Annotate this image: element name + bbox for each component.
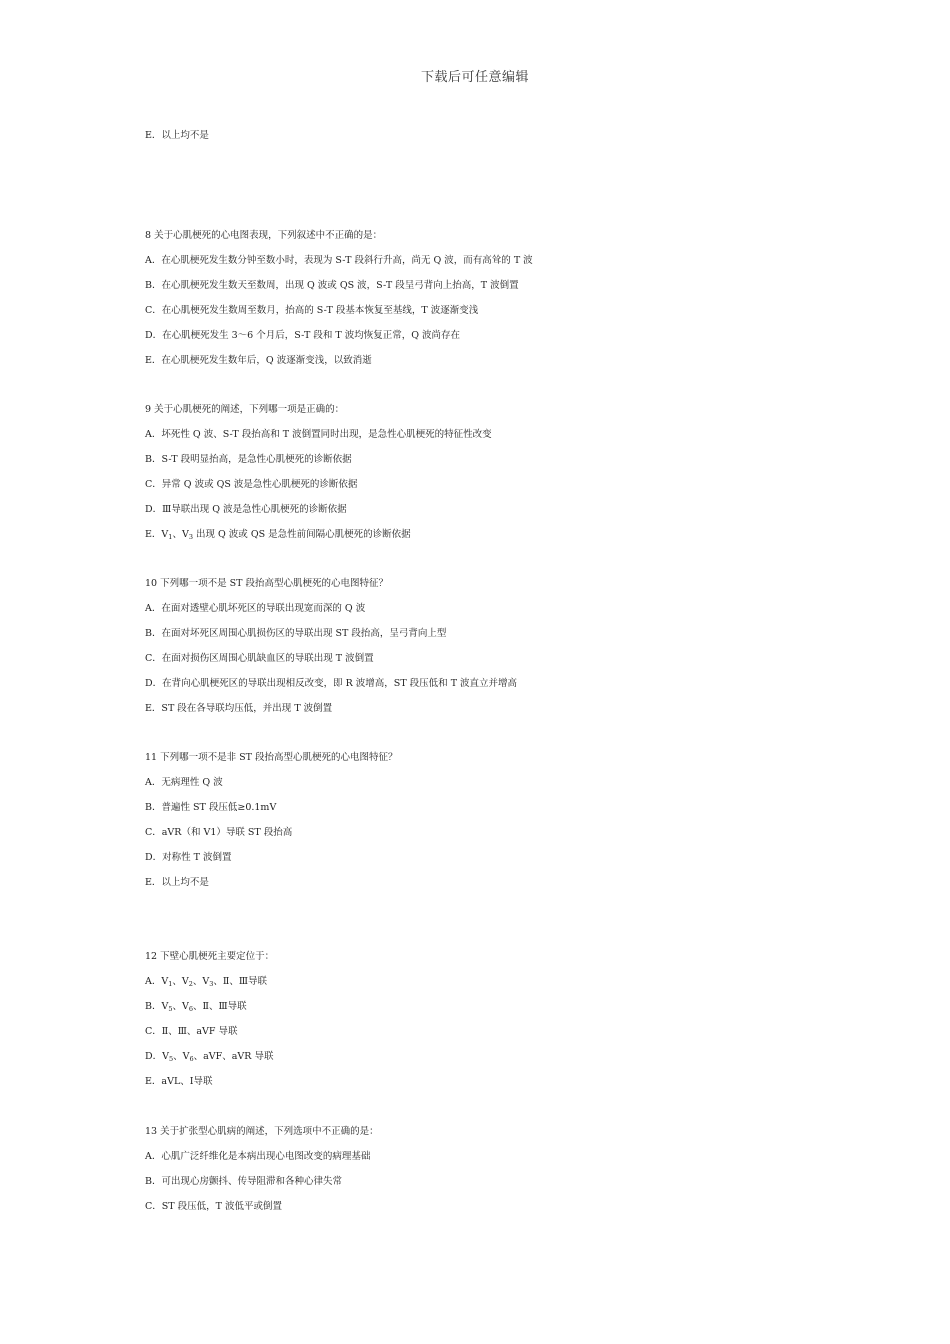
question-8-option-d: D．在心肌梗死发生 3～6 个月后，S-T 段和 T 波均恢复正常，Q 波尚存在 bbox=[145, 330, 461, 341]
question-10-option-e: E．ST 段在各导联均压低，并出现 T 波倒置 bbox=[145, 703, 333, 714]
question-12-option-e: E．aVL、Ⅰ导联 bbox=[145, 1076, 213, 1087]
question-12-title: 12 下壁心肌梗死主要定位于： bbox=[145, 951, 275, 962]
question-8-option-a: A．在心肌梗死发生数分钟至数小时，表现为 S-T 段斜行升高，尚无 Q 波，而有高耸的 T 波 bbox=[145, 255, 533, 266]
question-12-option-d: D．$V_5$、$V_6$、aVF、aVR 导联 bbox=[145, 1051, 274, 1063]
question-13-option-a: A．心肌广泛纤维化是本病出现心电图改变的病理基础 bbox=[145, 1151, 371, 1162]
question-10-option-d: D．在背向心肌梗死区的导联出现相反改变，即 R 波增高，ST 段压低和 T 波直立并增高 bbox=[145, 678, 518, 689]
option-e-top: E．以上均不是 bbox=[145, 130, 209, 141]
question-8-option-b: B．在心肌梗死发生数天至数周，出现 Q 波或 QS 波，S-T 段呈弓背向上抬高，T 波倒置 bbox=[145, 280, 519, 291]
question-10-option-b: B．在面对坏死区周围心肌损伤区的导联出现 ST 段抬高，呈弓背向上型 bbox=[145, 628, 447, 639]
question-11-option-e: E．以上均不是 bbox=[145, 877, 209, 888]
question-9-option-e: E．$V_1$、$V_3$ 出现 Q 波或 QS 是急性前间隔心肌梗死的诊断依据 bbox=[145, 529, 411, 541]
question-12-option-b: B．$V_5$、$V_6$、Ⅱ、Ⅲ导联 bbox=[145, 1001, 247, 1013]
question-13-title: 13 关于扩张型心肌病的阐述，下列选项中不正确的是： bbox=[145, 1126, 379, 1137]
question-10-title: 10 下列哪一项不是 ST 段抬高型心肌梗死的心电图特征？ bbox=[145, 578, 388, 589]
question-9-option-a: A．坏死性 Q 波、S-T 段抬高和 T 波倒置同时出现，是急性心肌梗死的特征性改变 bbox=[145, 429, 492, 440]
question-10-option-c: C．在面对损伤区周围心肌缺血区的导联出现 T 波倒置 bbox=[145, 653, 374, 664]
question-11-option-b: B．普遍性 ST 段压低≥0.1mV bbox=[145, 802, 277, 813]
question-11-option-a: A．无病理性 Q 波 bbox=[145, 777, 223, 788]
page-header: 下载后可任意编辑 bbox=[420, 70, 529, 85]
question-12-option-c: C．Ⅱ、Ⅲ、aVF 导联 bbox=[145, 1026, 238, 1037]
question-9-option-d: D．Ⅲ导联出现 Q 波是急性心肌梗死的诊断依据 bbox=[145, 504, 347, 515]
question-11-title: 11 下列哪一项不是非 ST 段抬高型心肌梗死的心电图特征？ bbox=[145, 752, 398, 763]
question-10-option-a: A．在面对透壁心肌坏死区的导联出现宽而深的 Q 波 bbox=[145, 603, 366, 614]
question-11-option-d: D．对称性 T 波倒置 bbox=[145, 852, 232, 863]
question-9-title: 9 关于心肌梗死的阐述，下列哪一项是正确的： bbox=[145, 404, 345, 415]
question-13-option-b: B．可出现心房颤抖、传导阻滞和各种心律失常 bbox=[145, 1176, 342, 1187]
question-8-option-c: C．在心肌梗死发生数周至数月，抬高的 S-T 段基本恢复至基线，T 波逐渐变浅 bbox=[145, 305, 479, 316]
question-12-option-a: A．$V_1$、$V_2$、$V_3$、Ⅱ、Ⅲ导联 bbox=[145, 976, 268, 988]
question-9-option-b: B．S-T 段明显抬高，是急性心肌梗死的诊断依据 bbox=[145, 454, 352, 465]
question-13-option-c: C．ST 段压低，T 波低平或倒置 bbox=[145, 1201, 282, 1212]
question-11-option-c: C．aVR（和 V1）导联 ST 段抬高 bbox=[145, 827, 293, 838]
question-8-title: 8 关于心肌梗死的心电图表现，下列叙述中不正确的是： bbox=[145, 230, 383, 241]
question-8-option-e: E．在心肌梗死发生数年后，Q 波逐渐变浅，以致消逝 bbox=[145, 355, 372, 366]
question-9-option-c: C．异常 Q 波或 QS 波是急性心肌梗死的诊断依据 bbox=[145, 479, 358, 490]
